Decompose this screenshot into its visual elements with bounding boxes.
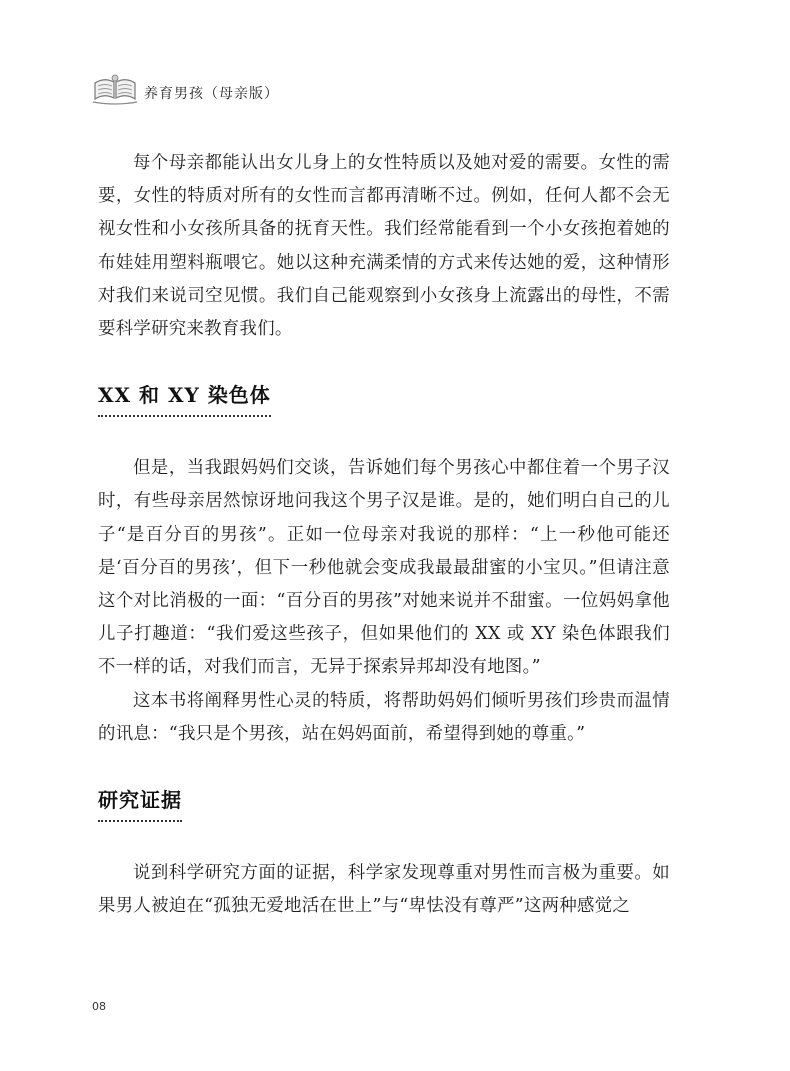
page-number: 08 [92,1000,106,1013]
page-content [98,147,670,923]
open-book-logo-icon [92,73,138,107]
section-heading-xx-xy: XX 和 XY 染色体 [98,381,271,417]
body-paragraph: 这本书将阐释男性心灵的特质，将帮助妈妈们倾听男孩们珍贵而温情的讯息：“我只是个男孩，站在妈妈面前，希望得到她的尊重。” [98,690,670,744]
body-paragraph: 说到科学研究方面的证据，科学家发现尊重对男性而言极为重要。如果男人被迫在“孤独无爱地活在世上”与“卑怯没有尊严”这两种感觉之 [98,863,670,917]
running-header [92,70,279,110]
section-heading-research: 研究证据 [98,786,182,822]
section-heading-block [98,786,670,822]
section-heading-block [98,381,670,417]
book-title: 养育男孩（母亲版） [144,86,279,102]
body-paragraph: 但是，当我跟妈妈们交谈，告诉她们每个男孩心中都住着一个男子汉时，有些母亲居然惊讶地问我这个男子汉是谁。是的，她们明白自己的儿子“是百分百的男孩”。正如一位母亲对我说的那样：“上一秒他可能还是‘百分百的男孩’，但下一秒他就会变成我最最甜蜜的小宝贝。”但请注意这个对比消极的一面：“百分百的男孩”对她来说并不甜蜜。一位妈妈拿他儿子打趣道：“我们爱这些孩子，但如果他们的 XX 或 XY 染色体跟我们不一样的话，对我们而言，无异于探索异邦却没有地图。” [98,458,670,678]
body-paragraph: 每个母亲都能认出女儿身上的女性特质以及她对爱的需要。女性的需要，女性的特质对所有的女性而言都再清晰不过。例如，任何人都不会无视女性和小女孩所具备的抚育天性。我们经常能看到一个小女孩抱着她的布娃娃用塑料瓶喂它。她以这种充满柔情的方式来传达她的爱，这种情形对我们来说司空见惯。我们自己能观察到小女孩身上流露出的母性，不需要科学研究来教育我们。 [98,153,670,340]
